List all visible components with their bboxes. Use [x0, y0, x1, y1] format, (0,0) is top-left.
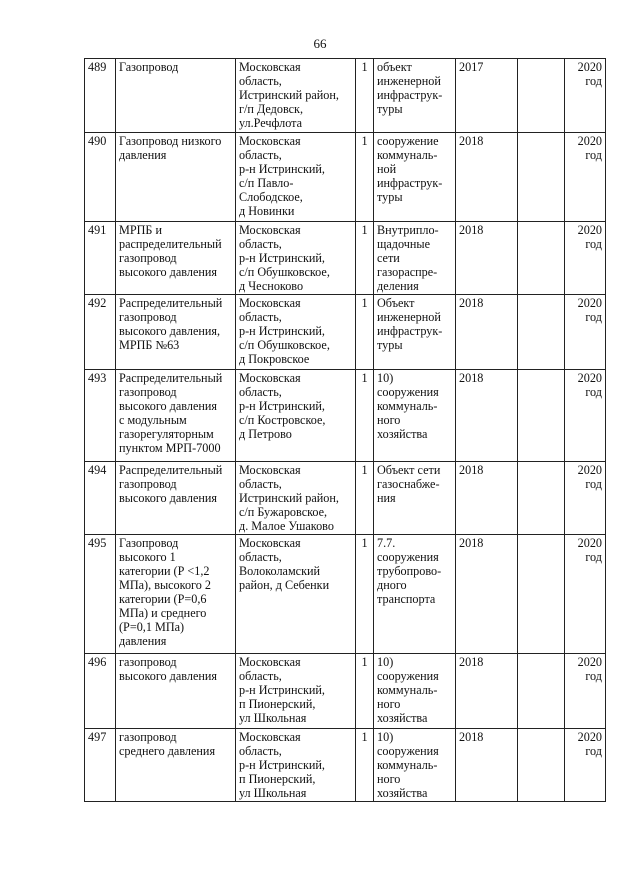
- object-name-cell: Распределительный газопровод высокого давления: [116, 462, 236, 535]
- empty-cell: [518, 133, 565, 222]
- quantity-cell: 1: [356, 370, 374, 462]
- address-cell: Московская область, р-н Истринский, п Пионерский, ул Школьная: [236, 729, 356, 802]
- registry-table: [84, 58, 606, 802]
- table-row: [85, 133, 606, 222]
- plan-year-cell: 2020 год: [565, 729, 606, 802]
- plan-year-cell: 2020 год: [565, 133, 606, 222]
- row-number-cell: 497: [85, 729, 116, 802]
- object-name-cell: Газопровод: [116, 59, 236, 133]
- object-type-cell: объект инженерной инфраструк- туры: [374, 59, 456, 133]
- address-cell: Московская область, Истринский район, с/п Бужаровское, д. Малое Ушаково: [236, 462, 356, 535]
- address-cell: Московская область, р-н Истринский, п Пионерский, ул Школьная: [236, 654, 356, 729]
- plan-year-cell: 2020 год: [565, 370, 606, 462]
- object-name-cell: газопровод среднего давления: [116, 729, 236, 802]
- year-cell: 2018: [456, 654, 518, 729]
- object-name-cell: МРПБ и распределительный газопровод высокого давления: [116, 222, 236, 295]
- row-number-cell: 496: [85, 654, 116, 729]
- empty-cell: [518, 59, 565, 133]
- row-number-cell: 494: [85, 462, 116, 535]
- object-type-cell: 10) сооружения коммуналь- ного хозяйства: [374, 370, 456, 462]
- empty-cell: [518, 295, 565, 370]
- empty-cell: [518, 535, 565, 654]
- address-cell: Московская область, Волоколамский район, д Себенки: [236, 535, 356, 654]
- plan-year-cell: 2020 год: [565, 295, 606, 370]
- plan-year-cell: 2020 год: [565, 535, 606, 654]
- row-number-cell: 491: [85, 222, 116, 295]
- plan-year-cell: 2020 год: [565, 654, 606, 729]
- year-cell: 2018: [456, 133, 518, 222]
- year-cell: 2018: [456, 729, 518, 802]
- year-cell: 2018: [456, 222, 518, 295]
- object-type-cell: Объект сети газоснабже- ния: [374, 462, 456, 535]
- year-cell: 2018: [456, 295, 518, 370]
- year-cell: 2017: [456, 59, 518, 133]
- object-type-cell: Объект инженерной инфраструк- туры: [374, 295, 456, 370]
- empty-cell: [518, 654, 565, 729]
- year-cell: 2018: [456, 370, 518, 462]
- address-cell: Московская область, р-н Истринский, с/п Обушковское, д Чесноково: [236, 222, 356, 295]
- address-cell: Московская область, р-н Истринский, с/п Обушковское, д Покровское: [236, 295, 356, 370]
- object-type-cell: 10) сооружения коммуналь- ного хозяйства: [374, 729, 456, 802]
- object-name-cell: газопровод высокого давления: [116, 654, 236, 729]
- page-number: 66: [313, 36, 327, 51]
- object-name-cell: Распределительный газопровод высокого давления, МРПБ №63: [116, 295, 236, 370]
- row-number-cell: 489: [85, 59, 116, 133]
- table-row: [85, 222, 606, 295]
- table-row: [85, 654, 606, 729]
- empty-cell: [518, 370, 565, 462]
- table-row: [85, 370, 606, 462]
- year-cell: 2018: [456, 462, 518, 535]
- row-number-cell: 492: [85, 295, 116, 370]
- quantity-cell: 1: [356, 222, 374, 295]
- object-name-cell: Распределительный газопровод высокого давления с модульным газорегуляторным пунктом МРП-7000: [116, 370, 236, 462]
- row-number-cell: 490: [85, 133, 116, 222]
- quantity-cell: 1: [356, 729, 374, 802]
- object-type-cell: 7.7. сооружения трубопрово- дного транспорта: [374, 535, 456, 654]
- quantity-cell: 1: [356, 462, 374, 535]
- address-cell: Московская область, Истринский район, г/п Дедовск, ул.Речфлота: [236, 59, 356, 133]
- object-type-cell: 10) сооружения коммуналь- ного хозяйства: [374, 654, 456, 729]
- row-number-cell: 495: [85, 535, 116, 654]
- table-row: [85, 295, 606, 370]
- empty-cell: [518, 729, 565, 802]
- plan-year-cell: 2020 год: [565, 462, 606, 535]
- quantity-cell: 1: [356, 654, 374, 729]
- table-row: [85, 729, 606, 802]
- object-name-cell: Газопровод высокого 1 категории (Р <1,2 МПа), высокого 2 категории (Р=0,6 МПа) и среднего (Р=0,1 МПа) давления: [116, 535, 236, 654]
- row-number-cell: 493: [85, 370, 116, 462]
- quantity-cell: 1: [356, 535, 374, 654]
- empty-cell: [518, 222, 565, 295]
- quantity-cell: 1: [356, 59, 374, 133]
- quantity-cell: 1: [356, 133, 374, 222]
- registry-table-body: [85, 59, 606, 802]
- plan-year-cell: 2020 год: [565, 222, 606, 295]
- empty-cell: [518, 462, 565, 535]
- table-row: [85, 535, 606, 654]
- year-cell: 2018: [456, 535, 518, 654]
- table-row: [85, 59, 606, 133]
- plan-year-cell: 2020 год: [565, 59, 606, 133]
- object-name-cell: Газопровод низкого давления: [116, 133, 236, 222]
- object-type-cell: сооружение коммуналь- ной инфраструк- туры: [374, 133, 456, 222]
- object-type-cell: Внутрипло- щадочные сети газораспре- деления: [374, 222, 456, 295]
- quantity-cell: 1: [356, 295, 374, 370]
- table-row: [85, 462, 606, 535]
- address-cell: Московская область, р-н Истринский, с/п Костровское, д Петрово: [236, 370, 356, 462]
- address-cell: Московская область, р-н Истринский, с/п Павло- Слободское, д Новинки: [236, 133, 356, 222]
